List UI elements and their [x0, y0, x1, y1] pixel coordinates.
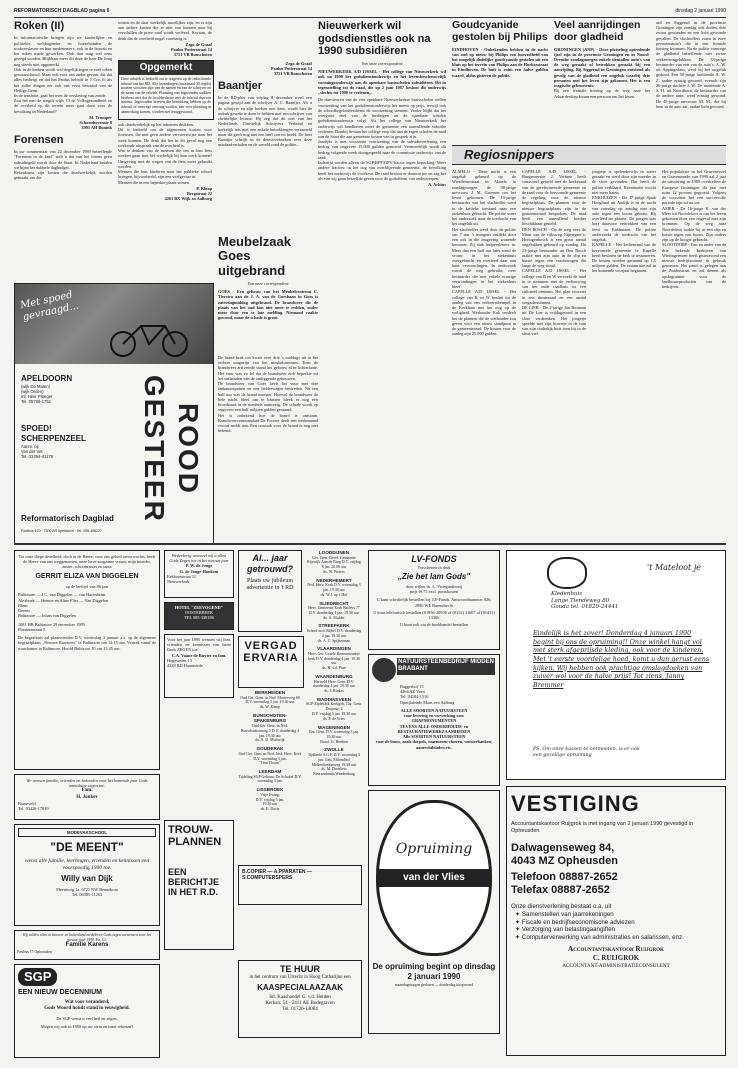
church-meeting [306, 578, 362, 598]
church-meeting [238, 713, 302, 743]
byline-nieuwerkerk: Van onze correspondent [361, 60, 403, 66]
church-meeting-place: VLAARDINGEN [317, 646, 351, 652]
article-title-aanrijdingen: Veel aanrijdingen door gladheid [554, 20, 641, 43]
article-title-nieuwerkerk: Nieuwerkerk wil godsdienstles ook na 1990 subsidiëren [318, 20, 431, 58]
jonge-name: P. W. de Jonge G. de Jonge-Honkem [179, 563, 219, 574]
regiosnippers-col2: CAPELLE A/D IJSSEL - Burgemeester J. Verbree heeft vanavond gesteld met de kerkeraad van de gereformeerde gemeente en de raad voor de hervormde gemeente de regeling voor de nieuwe begraafplaats. De plannen voor de nieuwe begraafplaats zijn in de gemeenteraad besproken. De raad heeft een aanvullend krediet beschikbaar gesteld. DEN BOSCH - Op de weg over de Maas van de rijksweg Nijmegen-'s-Hertogenbosch is een groot aantal ongelukken gebeurd op zondag. De 23-jarige bestuurder uit Den Bosch raakte met zijn auto in de slip en botste tegen een vrachtwagen die langs de weg stond. CAPELLE A/D IJSSEL - Het college van B en W verzoekt de raad in te stemmen met de verbouwing van het oude raadhuis tot een cultureel centrum. Het plan voorziet in een theaterzaal en een aantal vergaderruimten. DE LIER - De 2-jarige Jan Bouman uit De Lier is vrijdagavond in een sloot verdronken. Het jongetje speelde met zijn broertje in de tuin van zijn ouderlijk huis toen hij in de sloot viel. [522, 169, 586, 337]
hotel-ad [164, 602, 234, 630]
church-meeting [238, 787, 302, 812]
regiosnippers-col3: jongetje is spelenderwijs in water geraakt en werd door zijn moeder in de sloot gevonden. Dat heeft de politie verklaard. Reanimatie mocht niet meer baten. ENKHUIZEN - De 17-jarige Sjaak Hoogland uit Andijk is in de nacht van zaterdag op zondag met zijn auto tegen een boom gebotst. Hij overleed ter plaatse. De jongen was kort daarvoor vertrokken van een feest in Enkhuizen. De politie onderzoekt de toedracht van het ongeluk. KAPELLE - Het kerkenraad van de hervormde gemeente te Kapelle heeft besloten de kerk te restaureren. De kosten worden geraamd op 1,5 miljoen gulden. De restauratie zal in het komende voorjaar beginnen. [592, 169, 656, 274]
meent-body: wenst alle familie, leerlingen, vrienden en kennissen een voorspoedig 1990 toe. [24, 857, 150, 871]
church-meeting-place: LOODDIJNEN [318, 550, 350, 555]
lead-meubelzaak: GOES - Een gebouw van het Meubelcentrum C. Tierstra aan de J. A. van de Goesbaan in Goes is zaterdagmiddag uitgebrand. De brandweer die de plaats van het oud kon niet meer te redden, onder meer door een te late melding. Niemand raakte gewond, maar de schade is groot. [218, 289, 318, 321]
family-notice-ad [14, 550, 160, 770]
article-title-forensen: Forensen [14, 133, 64, 146]
hotel-sub: OOSTERBEEK [185, 610, 213, 616]
church-meeting-place: LISSBROEK [256, 787, 284, 793]
church-meeting-place: ZWOLLE [324, 747, 344, 753]
column-2-lower [118, 122, 212, 285]
body-nieuwerkerk: De directeuren van de vier openbare Nieuwerkerkse basisscholen stellen voortzetting van het godsdienstonderwijs het meest op prijs, terwijl ook de schoolbegeleidersdienst de voortzetting steunen. Verder blijkt dat het overgrote deel van de leerlingen uit de openbare scholen godsdienstonderwijs volgt. Als het college van Nieuwerkerk het onderwijs wil handhaven moet de gemeente een aanvullende subsidie verlenen. Daarbij bestaat het college erop dat aan de eigen scholen de raad van de Staat die aan gemeente kosten van in gesprek zijn. Jaarlijks is met voortzette voortzetting van de subsidieverlening een bedrag van ongeveer 15.000 gulden gemoeid. Vermoedelijk wordt dit bedrag volgende week doorgespeeld naar de commissie onderwijs van de raad. Indertijd werden alleen de SGP/RPF/GPV-fractie tegen beperking. Meer andere fracties: in het oog van overblijvende gemeente, de bevolking heeft het onderwijs de voorkeur. De raad besloot er daarom toe en zag het als van wij gaan hetzelfde geven voor de godsdienst van onderwerpen. [318, 97, 446, 181]
opruiming-top: Opruiming [395, 841, 473, 857]
article-body-letter2: wenen en de daar werkelijk moeilijker zijn, en er zijn aan andere kosten die er niet van kunnen naar bij verschillen de prive raad wordt verleerd. Kortom, de denk dat de overheid nogal voorbarig is. [118, 20, 212, 41]
huur-name: KAASPECIALAAZAAK [257, 983, 343, 993]
apeldoorn-title: APELDOORN [21, 374, 73, 383]
church-meeting [306, 747, 362, 776]
regiosnippers-col1: ALMELO - Deze nacht is een ongeluk gebeurd op de Wierdensestraat in Almelo in zondagmorgen de 58-jarige mevrouw J. M. Groenen om het leven gekomen. De 19-jarige bestuurder van het slachtoffer werd in de kritieke toestand naar een ziekenhuis gebracht. De politie voert het onderzoek naar de toedracht van het ongeluk uit. Het slachtoffer werd door de politie om 7 uur 's morgens ontdekt door een ook in die omgeving wonende bewoner. Zij stak hulpverleners in. Meer dan een half uur later werd de vrouw in het ziekenhuis overgebracht en overleed daar aan haar verwondingen. In onderzoek wordt de weg gebruikt, over bestuurder die met enkele ernstige verwondingen in het ziekenhuis bleef. CAPELLE A/D IJSSEL - Het college van B en W besluit tot de aanleg van een verkeersdrempel in de Kerklaan met het oog op de veiligheid. Wethouder Kok verdeelt het de plannen die de wethouder zou geven voor een nieuw standpunt in de gemeenteraad. De kosten voor de aanleg zijn 25.000 gulden. [452, 169, 516, 337]
karens-name: Familie Karens [65, 942, 109, 949]
sgp-logo-text: SGP [24, 969, 52, 984]
church-meeting-details: Tijdlinde S.G.P. D.V. woensdag 3 jan. Geb. Milandhof Midlenhoekseweg 19.30 uur ds. M. Dronkers Beurzenbrink/Waadenburg [307, 753, 361, 777]
church-meeting [306, 674, 362, 694]
meubelzaak-article [218, 235, 446, 540]
church-meeting [238, 690, 302, 710]
church-meeting-details: Herv. Gemeente Kerk Baileys 77 D.V. donderdag 4 jan. 19.30 uur ds. A. Mulder [308, 606, 360, 620]
jonker-addr: Barneveld Tel. 03426-17819 [18, 800, 49, 811]
vaane-ad [164, 634, 234, 698]
meent-label: MODEVAKSCHOOL [18, 828, 156, 837]
natuursteen-body: ALLE SOORTEN NATUURSTEEN voor levering en verwerking van: GRAFMONUMENTEN TEVENS ALLE ONDERHOUDS- en RESTAURATIEWERKZAAMHEDEN Alle SOORTEN NATUURSTEEN voor de bouw, zoals dorpels, marmeren vloeren, vensterbanken, aanrechtbladen etc. [375, 707, 493, 750]
article-title-baantjer: Baantjer [218, 79, 263, 92]
rd-banner: Reformatorisch Dagblad [21, 514, 114, 523]
church-meeting-details: SGP-Zijdeblok Kerkgeb. Chr. Gem. Dorpsstr. 2 D.V. vrijdag 5 jan. 19.30 uur ds. P. de Vries [306, 702, 362, 721]
church-meeting-place: GOUDERAK [256, 746, 284, 752]
church-meeting-details: Tijdeling SGP Gebouw De Schakel D.V. woensdag 3 jan. [238, 774, 302, 784]
article-signature-letter3: P. Kloop Bergstraat 22 4261 BX Wijk en Aalburg [164, 185, 212, 202]
jonge-text: Wederkerig wenswel wij u allen Gods Zegen toe in het nieuwe jaar [169, 553, 229, 564]
church-meeting-details: Oud Ger. Gem. in Ned. Bouwbastionweg 3 D.V. donderdag 4 jan. 19.30 uur ds. A. D. Multwijk [240, 724, 300, 743]
vestiging-list-head: Onze dienstverlening bestaat o.a. uit [511, 903, 612, 911]
trouw-ad [164, 820, 234, 950]
signature-nieuwerkerk: A. Achtus [428, 182, 446, 188]
huur-sub: in het centrum van Utrecht in Hoog Catharijne een [249, 974, 351, 980]
article-title-meubelzaak: Meubelzaak Goes uitgebrand [218, 235, 291, 278]
opruiming-shop: van der Vlies [379, 869, 489, 887]
vestiging-fax: Telefax 08887-2652 [511, 884, 610, 897]
sgp-title: EEN NIEUW DECENNIUM [18, 988, 103, 996]
church-meeting-details: Hersteld Herv. Gem. D.V. donderdag 4 jan. 19.30 uur ds. J. Rinkes [313, 679, 355, 694]
opruiming-foot: maandagmorgen gesloten — donderdag koopavond [394, 983, 474, 988]
column-6 [656, 20, 726, 140]
natuursteen-ad [368, 654, 500, 786]
lead-goudcyanide: EINDHOVEN - Onbekenden hebben in de nacht van oud op nieuw bij Philips een hoeveelheid van het mogelijk dodelijke goudcyanide gestolen uit een kluis op het terrein van Philips aan de Hurksestraat in Eindhoven. De buit is ruim een halve gulden waard, aldus gisteren de politie. [452, 46, 548, 78]
vestiging-list-item: ✦ Computerverwerking van administraties en salarissen, enz. [515, 933, 684, 941]
article-body-letter3: ook daadwerkelijk op het inkomen drukken. Dit is bedoeld om de afgenomen kosten voor forensen, die met geen andere vervoerswijze naar het werk kunnen. De denk dat het in dit geval nog een werkende uitspraak van de overheid is. Wat te denken van de mensen die ten in hun fiets werken gaan met het werkelijk bij hun werk komen? Omgeving met de wagen van de fiets moet gebruikt worden. Mensen die hun kinderen naar het publieke school brengen, bijvoorbeeld, zijn een veelgevaar in. Mensen die in een beperkte plaats wonen. [118, 122, 212, 185]
column-5 [554, 20, 650, 140]
karens-text: Wij wilden allen in binnen- en buitenland medeleven Gods zegen toewensen voor het nieuwe jaar 1990. Fa. Gt. [22, 933, 152, 942]
church-meeting-place: LEERDAM [258, 769, 282, 775]
opruiming-ad [368, 790, 500, 1034]
church-meeting [238, 746, 302, 766]
family-notice-text: Tot onze diepe droefheid, doch in de Heere, voor ons geloof onverwachts, heeft de Heere van ons weggenomen, onze lieve zorgzame vrouw, mijn moeder, zuster, schoonzuster en tante [18, 554, 156, 570]
meent-addr: Meentweg 1a, 6721 NW Bennekom Tel. 08385-11263 [56, 887, 118, 898]
church-list-1 [238, 690, 302, 860]
sgp-tail: Mogen wij ook in 1990 op uw stem en inzet rekenen? [40, 1023, 134, 1029]
church-meeting-place: WAGENINGEN [318, 724, 350, 730]
karens-addr: Postbus 17 Ophousden [17, 949, 52, 954]
vaane-sig: C.A. Vaane de Ruyter en fam. [171, 652, 227, 658]
vergadervaria-title: VERGADERVARIA [243, 640, 299, 664]
getrouwd-ad [238, 550, 302, 632]
getrouwd-body: Plaats uw jubileum advertentie in 't RD [246, 577, 294, 592]
column-4 [452, 20, 548, 140]
family-notice-date: 1081 HB Baltimore 29 december 1989 Planteenstraat 5 [18, 621, 85, 632]
opruiming-oval [376, 800, 492, 956]
church-meeting-details: Herv. Ger. Courle Remonstrantse kerk D.V. donderdag 4 jan. 19.30 uur ds. H. v.d. Pure [308, 651, 360, 671]
church-meeting-place: NEDERHEMERT [316, 577, 352, 583]
church-meeting [306, 697, 362, 722]
jonge-ad [164, 550, 234, 598]
mateloot-text: Eindelijk is het zover! Donderdag 4 januari 1990 begint bij ons de opruiming!! Onze winkel hangt vol met sterk afgeprijsde kleding, ook voor de kinderen. Met 't eerste voordelige hoed, komt u dan gerust eens kijken. Wij hebben ook prachtige omslagdoeken van zuiver wol voor de halve prijs! Tot ziens, Janny Bremmer [533, 629, 710, 689]
vaane-text: Voor het jaar 1990 wensen wij fam. vrienden en kennissen van harte Gods ZEGEN toe. [167, 637, 231, 653]
scherpenzeel-title: SCHERPENZEEL [21, 433, 86, 443]
apeldoorn-block [21, 374, 131, 404]
church-meeting [306, 646, 362, 671]
mateloot-addr: Kledenhuis Lange Tiendeweg 80 Gouda tel. 01820-24441 [551, 591, 619, 611]
header-rule [14, 17, 726, 18]
mateloot-logo [547, 557, 587, 589]
vestiging-list [511, 911, 721, 941]
sgp-logo [18, 968, 57, 986]
vestiging-sub: Accountantskantoor Ruijgrok is met ingang van 2 januari 1990 gevestigd in Opheusden [511, 820, 694, 834]
hotel-title: HOTEL "ZEEVOGEND" [174, 605, 224, 610]
church-meeting [306, 601, 362, 621]
jonker-sig: Fam. H. Jonker [76, 788, 98, 800]
family-notice-details: Baltimore — J.C. van Diggelen — van Harenheim Alexboek — Hennie en Aline Flier — Van Diggelen Blanc Gerem Baltimore — Johan van Diggelen [18, 592, 109, 619]
regiosnippers-section [452, 145, 726, 540]
article-title-roken: Roken (II) [14, 20, 65, 32]
lead-nieuwerkerk: NIEUWERKERK A/D IJSSEL - Het college van Nieuwerkerk wil ook na 1990 het godsdienstonderwijs en het levensbeschouwelijk vormingsonderwijs aan de openbare basisscholen subsidiëren. Dit in tegenstelling tot de raad, die op 2 juni 1987 besloot dit onderwijs „slechts tot 1990 te verlenen„. [318, 69, 446, 96]
column-1 [14, 20, 112, 270]
regiosnippers-title-text: Regiosnippers [464, 147, 555, 162]
copier-ad [238, 865, 362, 905]
opgemerkt-title: Opgemerkt [119, 61, 213, 75]
jonker-ad [14, 774, 160, 820]
jonge-addr: Eekhornstraat 11 Nieuwerkerk [167, 573, 197, 585]
spoed-title: SPOED! [21, 424, 52, 433]
lead-aanrijdingen: GRONINGEN (ANP) - Door plotseling optredende ijzel zijn in de provincie Groningen en in Noord-Drenthe zondagmorgen enkele tientallen auto's van de weg geraakt of betrokken geraakt bij een aanrijding. Bij Siggerud in Groningen ontstond als gevolg van de gladheid een ongeluk waarbij drie personen met het leven zijn gekomen. Het is een tragische gebeurtenis. [554, 46, 650, 89]
lvfonds-book: „Zie het lam Gods" [397, 572, 471, 582]
church-meeting-place: WADDINXVEEN [316, 696, 352, 702]
church-meeting [306, 550, 362, 575]
page-header-left: REFORMATORISCH DAGBLAD pagina 6 [14, 8, 110, 14]
vestiging-list-item: ✦ Verzorging van belastingaangiften [515, 926, 616, 934]
church-meeting-details: Ger. Gem. Geref. Gemeente Rijswijk Aan de Burg D.V. vrijdag 6 jan. 20.00 uur ds. W. Pieters [307, 555, 361, 574]
bicycle-icon [105, 314, 195, 359]
natuursteen-logo [372, 658, 396, 682]
vestiging-list-item: ✦ Samenstellen van jaarrekeningen [515, 910, 614, 918]
church-meeting [306, 725, 362, 745]
bezorgers-ad [14, 283, 214, 545]
article-body-roken: In informatorische kringen zijn we kinderlijker en politieker weldragender en hoezebonden de rookverslaven en hun medenemers, ook in de hoorzit en het roken mede gewerken. Ook dan mag wel eens gezegd worden. Blijkbaar meer dit deze de heer De Jong nog steeds niet opgemerkt. Ook in de kerken wordt wel degelijk tegen te veel roken gewaarschuwd. Maar ook voor ons ander gevaar, dat dat alles bedreigt en dat het Paulus belooft in 1 Cor. 6: als het zulke dingen eer ook ons eerst bewaard van de Heilige Geest. In de tenslotte, gaat het over de verslaving van zonde. Zou het met de toegift wijfs 13 de Volksgezondheid en de overheid op dit terrein meer gaat doen voor de bevolking in Nederland? [14, 35, 112, 114]
rd-address: Postbus 670 · 7300 AR Apeldoorn · Tel. 055-496227 [21, 529, 102, 533]
church-meeting-details: Vrije Evang. D.V. vrijdag 5 jan. 19.30 uur ds. E. Dacie [255, 792, 285, 812]
spoed-block [21, 424, 131, 459]
article-signature-roken: M. Trumper Schoonhovenstr 8 3991 AH Bunnik [79, 114, 112, 131]
church-meeting-details: Oud Ger. Gem. in Ned. Ned. Herv. Kerk D.V. woensdag 3 jan. "Onsi Doorn" [238, 751, 302, 766]
natuursteen-title: NATUURSTEENBEDRIJF MIDDEN BRABANT [397, 658, 495, 675]
natuursteen-addr: Baggerhof 13 4264 AZ Veen Tel. 04184-1516 Opnijlalende Maas een Aalburg [400, 684, 455, 705]
lvfonds-b1: U kunt schriftelijk bestellen bij: LV-Fonds, Antwoordnummer 826, 2990 WE Barendrecht [376, 597, 492, 608]
church-meeting-place: BUNSCHOTEN-SPAKENBURG [253, 712, 287, 724]
church-meeting-details: School m.d. Bijbel D.V. donderdag 4 jan. 19.30 uur ds. A. C. Spijkerman [306, 629, 362, 643]
vestiging-foot2: C. RUIJGROK [592, 954, 640, 963]
lvfonds-b2: U kunt telefonisch bestellen (01856-20956 of (0152) 11607 of (01411) 13306 [373, 609, 495, 621]
jonker-text: We wensen familie, vrienden en bekenden voor het komende jaar Gods onmisbare zegen toe. [26, 778, 148, 789]
church-meeting [238, 769, 302, 784]
mateloot-name: 't Mateloot je [647, 563, 702, 572]
vestiging-ad [506, 786, 726, 1056]
sgp-body: Wat voor veranderd, Gods Woord houdt stand in eeuwigheid. [44, 1000, 130, 1012]
vergadervaria-header [238, 636, 304, 688]
vestiging-addr: Dalwagenseweg 84, 4043 MZ Opheusden [511, 842, 618, 868]
church-meeting-details: Ger. Gem. D.V. woensdag 3 jan. 19.30 uur Braaf. G. Hoeben [308, 730, 360, 744]
church-meeting-place: SLIEDRECHT [319, 600, 349, 606]
mateloot-ad [506, 550, 726, 780]
page-header-right: dinsdag 2 januari 1990 [675, 8, 726, 14]
church-meeting-place: BERKHEIDEN [254, 690, 286, 695]
huur-addr: Inl. Kaashandel G. v.d. Heiden Kerkstr. 54 - 2411 AE Bodegraven Tel. 01726-14084 [265, 994, 335, 1012]
huur-title: TE HUUR [280, 964, 320, 974]
article-signature-top: Zego de Graaf Paulus Potterstraat 14 3751 VB Bunschoten [270, 61, 312, 77]
meent-name: "DE MEENT" [50, 840, 124, 855]
lvfonds-b3: U kunt ook via de boekhandel bestellen [399, 622, 469, 628]
trouw-sub: EEN BERICHTJE IN HET R.D. [168, 867, 220, 897]
meent-sig: Willy van Dijk [61, 874, 113, 884]
body-aanrijdingen-cont: ard en Siggerud in de provincie Groningen zijn zondag ook doden, drie zwaar gewonden en een licht gewonde gevallen. De slachtoffers zaten in twee personenauto's die in een frontale botsing kwamen. Na de politie vanwege de gladheid betreffende niet zware verkeersongelukken. De 53-jarige bestuurder van een van de auto's, A. W. uit Appingedam, werd bij het ongeluk gedood. Een 50-jarige inzittende A. W. Z. raakte ernstig gewond, evenals zijn 26-jarige dochter J. W. De inzittende A. S. H. uit Noordhorn, de bestuurder van de andere auto, werd ernstig gewond. De 45-jarige mevrouw M. M., die bij hem in de auto zat, raakte licht gewond. [656, 20, 726, 109]
copier-text: B.COPIER — A.PPARATEN — S.COMPUTERSPERS [242, 869, 312, 882]
vestiging-list-item: ✦ Fiscale en bedrijfseconomische adviezen [515, 918, 635, 926]
byline-meubelzaak: Van onze correspondent [247, 280, 289, 286]
body-meubelzaak: De brand brak om kwart over drie 's middags uit in het rechter magazijn van het meubelcentrum. Toen de brandweer arriveerde stond het gebouw al in lichterlaaie. Het vuur was zo fel dat de brandweer zich beperkte tot het nathouden van de omliggende gebouwen. De brandweer van Goes heeft het vuur met drie tankautospuiten en een ladderwagen bestreden. Na een half uur was de brand meester. Hoewel de brandweer de hele nacht bleef om te blussen bleek er nog een broeihaard in de meubels aanwezig. De schade wordt op ongeveer een half miljoen gulden geraamd. Het is onbekend hoe de brand is ontstaan. Brandweercommandant De Poorter deelt een werkmaand vooraf meldt aan. Een oorzaak voor de brand is nog niet bekend. [218, 355, 318, 434]
body-aanrijdingen: Bij een frontale botsing op de weg naar het Aduarderdiep kwam een persoon om het leven. [554, 88, 650, 99]
huur-ad [238, 960, 362, 1038]
family-notice-name: GERRIT ELIZA VAN DIGGELEN [35, 572, 139, 580]
church-meeting-details: Oud Ger. Gem. in Ned. Mosterweg 60 D.V. woensdag 3 jan. 19.30 uur ds. W. Kamp [240, 695, 300, 710]
vestiging-tel: Telefoon 08887-2652 [511, 870, 618, 883]
hotel-tel: TEL 085-338186 [184, 615, 214, 621]
church-meeting [306, 623, 362, 643]
getrouwd-title: Al... jaar getrouwd? [247, 553, 293, 574]
church-meeting-details: Ned. Herv. Kerk D.V. woensdag 3 jan. 19.30 uur ds. W.J. op 't Hof [307, 583, 361, 597]
vestiging-foot1: Accountantskantoor Ruijgrok [568, 945, 664, 954]
article-title-goudcyanide: Goudcyanide gestolen bij Philips [452, 20, 548, 43]
article-signature-letter2: Zego de Graaf Paulus Potterstraat 14 3751 VB Bunschoten [170, 41, 212, 58]
scherpenzeel-info: Aanm. bij Van der Vet Tel. 03494-41176 [21, 443, 54, 459]
vestiging-title: VESTIGING [511, 791, 640, 816]
lvfonds-ad [368, 550, 500, 650]
sgp-sub: De SGP wenst u veel heil en zegen. [56, 1015, 118, 1021]
church-meeting-place: WAARDENBURG [315, 673, 353, 679]
article-body-forensen: In uw commentaar van 22 december 1989 betreffende "Forensen in de knel" stelt u dat van het forens geen subsidiegeld wordt door de Staat. In Nederland betalen we bijna het dubbele dagbudget. Rekenkunst zijn kosten die deadwerkelijk worden gemaakt om die [14, 149, 112, 181]
family-notice-age: op de leeftijd van 86 jaar [65, 584, 109, 590]
vaane-addr: Hogeweien 13 4328 BD Haamstede [167, 657, 203, 669]
bezorgers-vertical: ROOD GESTEER [138, 375, 204, 523]
lvfonds-title: LV-FONDS [411, 554, 457, 564]
lvfonds-sub: Verschenen in druk [417, 564, 451, 570]
opgemerkt-box [118, 60, 214, 120]
apeldoorn-info: (wijk De Maten) (wijk Orden) Inl: Heer Ploeger Tel. 05768-1751 [21, 383, 53, 405]
bezorgers-ad-title: Met spoed gevraagd... [19, 289, 80, 324]
lvfonds-details: door wijlen ds. L. Vroegindeweij prijs f9.75 excl. portokosten [405, 583, 463, 595]
trouw-title: TROUW-PLANNEN [168, 824, 222, 849]
karens-ad [14, 930, 160, 960]
mateloot-ps: PS. Om onze kassen te ontmoeten, is er ook een gezellige opruiming [533, 747, 640, 758]
regiosnippers-col4: Het populairste in het Gravenvezel en Gravenzande van 1990 zal 2 jaar de uitvoering in 1989 overtreffen de Europese Groningen dit jaar met ruim 12 procent gegroeid. Volgens de voorzitter het een succesvolle periode zijn tot nu toe. AMER - De 16-jarige K. van der Meer uit Noordeloos is om het leven gekomen door een ongeval met zijn brommer. Op de weg naar Noordeloos raakte hij in een slip en botste tegen een boom. Zijn ouders zijn op de hoogte gebracht. SLOOTDORP - Een en ander van de drie bekende bedrijven van Wieringermeer heeft gisteravond een nieuwe bedrijfsruimte in gebruik genomen. Het pand is gelegen aan de Zuiderstraat en zal dienen als opslagruimte voor de landbouwproducten van de bedrijven. [662, 169, 726, 290]
sgp-ad [14, 964, 160, 1058]
church-meeting-place: STREEFKERK [318, 623, 350, 629]
article-body-baantjer: In de RD-plus van vrijdag 8 december werd een pagina gewijd aan de schrijver A. C. Baantjer. Als u de schrijver en zijn boeken niet kent, wordt hier de indruk gewekt te doen te hebben met een schrijver van christelijke lectuur. Hij zeg dat dit niet van het Nederlands Christelijk Schrijvers Verbond en kerkelijk iets met een enkele betrekkingen verzameld maar dit geeft nog niet een heel correct beeld. De heer Baantjer schrijft in de detectiveboeken over deze misdaadverhalen en de wereld rond de politie... [218, 95, 312, 148]
baantjer-column [218, 60, 312, 240]
vestiging-foot3: ACCOUNTANT-ADMINISTRATIECONSULENT [562, 962, 670, 969]
opruiming-tail: De opruiming begint op dinsdag 2 januari 1990 [372, 962, 496, 981]
meent-ad [14, 824, 160, 926]
opgemerkt-body: Deze rubriek is bedoeld om te reageren op de redactionele inhoud van het RD. Alle inzendingen (maximaal 30 regels) moeten voorzien zijn van de namen en van de schrijver en de naam van de rubriek. Plaatsing van ingezonden stukken betekent niet dat de hoofdredactie met de inhoud daarvan instemt. Ingezonden brieven die betrekking hebben op de inhoud, of vanwege omvang worden, niet voor plaatsing in aanmerking komen, worden niet teruggestuurd. [121, 77, 211, 114]
regiosnippers-title [452, 145, 726, 165]
family-notice-tail: De begrafenis zal plaatsvinden D.V. woensdag 3 januari a.s. op de algemene begraafplaats „Nieuwe Rusttoevt" te Baltimore om 14.15 uur. Vertrek vanaf de rouwkamer te Baltimore, Hoofd Bulstrooi 10 om 13.45 uur. [18, 635, 156, 651]
editorial-ads-divider [14, 543, 726, 545]
